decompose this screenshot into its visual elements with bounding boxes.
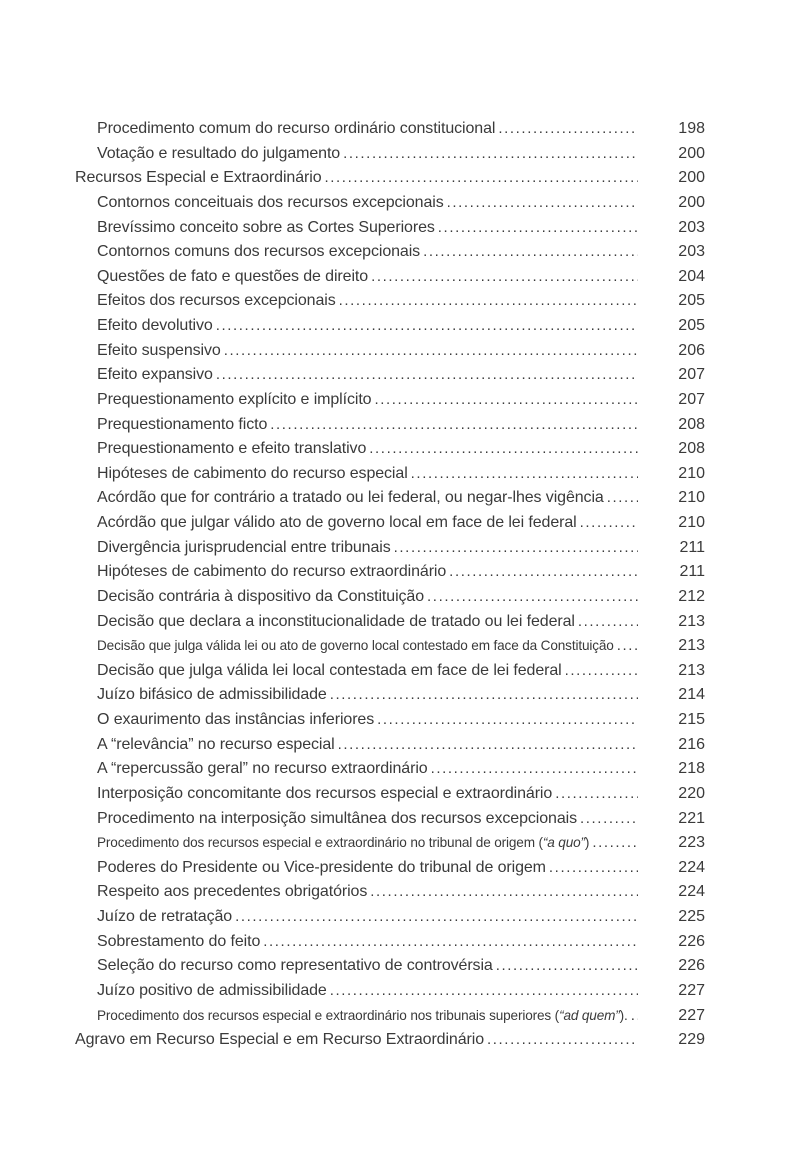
toc-entry-page: 205 bbox=[678, 317, 705, 334]
dot-leader bbox=[322, 166, 639, 191]
toc-entry-label: Decisão que julga válida lei local contestada em face de lei federal bbox=[97, 661, 562, 679]
dot-leader bbox=[368, 265, 638, 290]
toc-entry bbox=[75, 314, 705, 339]
toc-entry bbox=[75, 413, 705, 438]
dot-leader bbox=[371, 388, 638, 413]
toc-entry-label: Hipóteses de cabimento do recurso especial bbox=[97, 464, 408, 482]
toc-entry bbox=[75, 486, 705, 511]
toc-entry-label: Contornos conceituais dos recursos excepcionais bbox=[97, 193, 444, 211]
toc-entry-label: Juízo positivo de admissibilidade bbox=[97, 981, 327, 999]
label-text: ). bbox=[619, 1007, 628, 1023]
toc-entry-label: Prequestionamento e efeito translativo bbox=[97, 440, 367, 458]
toc-entry-label: Efeito suspensivo bbox=[97, 341, 221, 359]
toc-entry-page: 211 bbox=[679, 563, 705, 581]
toc-entry-label: Efeito devolutivo bbox=[97, 317, 213, 334]
toc-entry-label bbox=[97, 1004, 628, 1029]
toc-entry bbox=[75, 659, 705, 684]
toc-entry-page: 200 bbox=[678, 169, 705, 187]
toc-entry-page: 220 bbox=[678, 784, 705, 802]
toc-entry bbox=[75, 683, 705, 708]
dot-leader bbox=[444, 191, 638, 216]
toc-entry bbox=[75, 782, 705, 807]
dot-leader bbox=[628, 1004, 638, 1029]
toc-entry-page: 213 bbox=[678, 612, 705, 630]
toc-entry-label: A “repercussão geral” no recurso extraordinário bbox=[97, 760, 428, 778]
toc-entry bbox=[75, 807, 705, 832]
toc-entry-label: Poderes do Presidente ou Vice-presidente do tribunal de origem bbox=[97, 858, 546, 876]
toc-entry-label: Contornos comuns dos recursos excepcionais bbox=[97, 243, 421, 261]
toc-entry-page: 212 bbox=[678, 587, 705, 605]
toc-entry bbox=[75, 979, 705, 1004]
dot-leader bbox=[575, 610, 638, 635]
toc-entry-page: 203 bbox=[678, 218, 705, 236]
dot-leader bbox=[428, 757, 638, 782]
label-text: Procedimento dos recursos especial e extraordinário nos tribunais superiores ( bbox=[97, 1007, 560, 1023]
toc-entry-label: Procedimento na interposição simultânea dos recursos excepcionais bbox=[97, 809, 577, 827]
toc-entry-label: O exaurimento das instâncias inferiores bbox=[97, 711, 375, 728]
toc-entry bbox=[75, 930, 705, 955]
toc-entry bbox=[75, 1028, 705, 1053]
dot-leader bbox=[336, 289, 638, 314]
dot-leader bbox=[562, 659, 638, 684]
toc-entry-page: 211 bbox=[679, 538, 705, 556]
toc-entry-page: 215 bbox=[678, 711, 705, 728]
toc-entry bbox=[75, 585, 705, 610]
toc-entry bbox=[75, 216, 705, 241]
dot-leader bbox=[327, 979, 638, 1004]
dot-leader bbox=[420, 240, 638, 265]
toc-entry-page: 223 bbox=[678, 834, 705, 852]
toc-entry-page: 210 bbox=[678, 489, 705, 507]
dot-leader bbox=[232, 905, 638, 930]
toc-entry bbox=[75, 388, 705, 413]
toc-entry-label: Acórdão que julgar válido ato de governo local em face de lei federal bbox=[97, 514, 577, 531]
toc-entry-label: Decisão que julga válida lei ou ato de governo local contestado em face da Constituição bbox=[97, 638, 614, 654]
toc-entry-page: 226 bbox=[678, 932, 705, 950]
dot-leader bbox=[340, 142, 638, 167]
toc-entry-label: Efeito expansivo bbox=[97, 366, 213, 384]
toc-entry-page: 224 bbox=[678, 883, 705, 901]
toc-entry-page: 226 bbox=[678, 957, 705, 975]
toc-entry bbox=[75, 610, 705, 635]
toc-entry-page: 229 bbox=[678, 1031, 705, 1049]
toc-entry-label bbox=[97, 831, 589, 856]
toc-entry-label: Sobrestamento do feito bbox=[97, 932, 261, 950]
toc-entry-label: Interposição concomitante dos recursos especial e extraordinário bbox=[97, 784, 553, 802]
toc-entry-label: Divergência jurisprudencial entre tribunais bbox=[97, 538, 391, 556]
dot-leader bbox=[435, 216, 638, 241]
toc-entry-page: 205 bbox=[678, 292, 705, 310]
toc-entry-label: Juízo bifásico de admissibilidade bbox=[97, 686, 327, 704]
toc-entry bbox=[75, 166, 705, 191]
toc-entry-page: 198 bbox=[678, 120, 705, 137]
dot-leader bbox=[493, 954, 638, 979]
toc-entry-label: Recursos Especial e Extraordinário bbox=[75, 169, 322, 187]
toc-entry-page: 208 bbox=[678, 440, 705, 458]
dot-leader bbox=[495, 117, 638, 142]
toc-entry-page: 210 bbox=[678, 514, 705, 531]
toc-entry-label: Acórdão que for contrário a tratado ou lei federal, ou negar-lhes vigência bbox=[97, 489, 604, 507]
toc-entry-page: 216 bbox=[678, 735, 705, 753]
dot-leader bbox=[408, 462, 638, 487]
toc-entry bbox=[75, 511, 705, 536]
toc-entry-label: Procedimento comum do recurso ordinário constitucional bbox=[97, 120, 496, 137]
toc-entry bbox=[75, 339, 705, 364]
toc-entry-page: 227 bbox=[678, 1006, 705, 1024]
toc-entry-label: Agravo em Recurso Especial e em Recurso Extraordinário bbox=[75, 1031, 484, 1049]
toc-entry bbox=[75, 905, 705, 930]
toc-entry bbox=[75, 856, 705, 881]
toc-entry-label: Decisão que declara a inconstitucionalidade de tratado ou lei federal bbox=[97, 612, 575, 630]
toc-entry bbox=[75, 437, 705, 462]
dot-leader bbox=[367, 880, 638, 905]
dot-leader bbox=[327, 683, 638, 708]
dot-leader bbox=[484, 1028, 638, 1053]
toc-entry bbox=[75, 117, 705, 142]
toc-entry bbox=[75, 634, 705, 659]
toc-entry-page: 227 bbox=[678, 981, 705, 999]
toc-entry bbox=[75, 462, 705, 487]
toc-entry bbox=[75, 831, 705, 856]
toc-entry-label: Prequestionamento ficto bbox=[97, 415, 268, 433]
toc-entry bbox=[75, 733, 705, 758]
toc-entry-page: 204 bbox=[678, 267, 705, 285]
dot-leader bbox=[213, 314, 638, 339]
toc-entry-label: Seleção do recurso como representativo de controvérsia bbox=[97, 957, 493, 975]
toc-entry bbox=[75, 240, 705, 265]
toc-entry-page: 208 bbox=[678, 415, 705, 433]
toc-entry bbox=[75, 265, 705, 290]
toc-entry-page: 213 bbox=[678, 637, 705, 655]
dot-leader bbox=[614, 634, 638, 659]
toc-entry-label: Hipóteses de cabimento do recurso extraordinário bbox=[97, 563, 447, 581]
dot-leader bbox=[446, 560, 638, 585]
dot-leader bbox=[546, 856, 638, 881]
dot-leader bbox=[374, 708, 638, 733]
toc-entry bbox=[75, 191, 705, 216]
toc-entry-page: 225 bbox=[678, 908, 705, 925]
dot-leader bbox=[213, 363, 638, 388]
dot-leader bbox=[260, 930, 638, 955]
toc-entry-page: 203 bbox=[678, 243, 705, 261]
toc-entry-page: 214 bbox=[678, 686, 705, 704]
toc-entry-page: 210 bbox=[678, 464, 705, 482]
toc-entry-label: Questões de fato e questões de direito bbox=[97, 267, 369, 285]
latin-term: “a quo” bbox=[542, 835, 585, 851]
toc-entry-label: A “relevância” no recurso especial bbox=[97, 735, 335, 753]
toc-entry-page: 207 bbox=[678, 390, 705, 408]
toc-entry bbox=[75, 289, 705, 314]
toc-list bbox=[75, 117, 705, 1053]
toc-entry-label: Votação e resultado do julgamento bbox=[97, 144, 341, 162]
toc-entry-label: Prequestionamento explícito e implícito bbox=[97, 390, 372, 408]
toc-entry-page: 206 bbox=[678, 341, 705, 359]
toc-entry-label: Juízo de retratação bbox=[97, 908, 233, 925]
toc-entry bbox=[75, 1004, 705, 1029]
label-text: ) bbox=[584, 835, 590, 851]
toc-entry-page: 224 bbox=[678, 858, 705, 876]
toc-entry bbox=[75, 954, 705, 979]
label-text: Procedimento dos recursos especial e extraordinário no tribunal de origem ( bbox=[97, 835, 543, 851]
toc-entry bbox=[75, 708, 705, 733]
toc-entry-label: Decisão contrária à dispositivo da Constituição bbox=[97, 587, 425, 605]
dot-leader bbox=[604, 486, 638, 511]
toc-entry-page: 221 bbox=[678, 809, 705, 827]
dot-leader bbox=[267, 413, 638, 438]
dot-leader bbox=[577, 511, 638, 536]
toc-entry bbox=[75, 536, 705, 561]
toc-entry-label: Brevíssimo conceito sobre as Cortes Superiores bbox=[97, 218, 435, 236]
toc-entry-label: Respeito aos precedentes obrigatórios bbox=[97, 883, 368, 901]
toc-entry-page: 200 bbox=[678, 144, 705, 162]
toc-entry bbox=[75, 560, 705, 585]
dot-leader bbox=[589, 831, 638, 856]
dot-leader bbox=[391, 536, 638, 561]
dot-leader bbox=[335, 733, 638, 758]
toc-entry bbox=[75, 363, 705, 388]
latin-term: “ad quem” bbox=[559, 1007, 620, 1023]
toc-entry bbox=[75, 757, 705, 782]
toc-entry bbox=[75, 880, 705, 905]
dot-leader bbox=[366, 437, 638, 462]
dot-leader bbox=[221, 339, 638, 364]
toc-entry-page: 200 bbox=[678, 193, 705, 211]
dot-leader bbox=[577, 807, 638, 832]
toc-entry-page: 213 bbox=[678, 661, 705, 679]
toc-entry-label: Efeitos dos recursos excepcionais bbox=[97, 292, 336, 310]
dot-leader bbox=[552, 782, 638, 807]
dot-leader bbox=[424, 585, 638, 610]
toc-entry bbox=[75, 142, 705, 167]
toc-entry-page: 207 bbox=[678, 366, 705, 384]
toc-entry-page: 218 bbox=[678, 760, 705, 778]
